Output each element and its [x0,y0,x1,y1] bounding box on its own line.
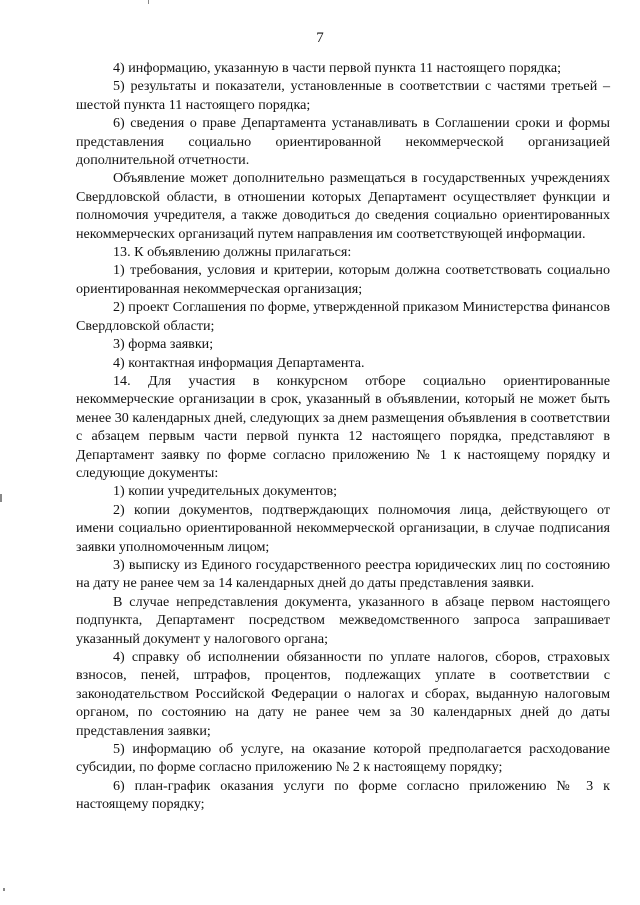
scan-mark [3,888,5,891]
paragraph: 1) требования, условия и критерии, которым должна соответствовать социально ориентированная некоммерческая организация; [76,262,610,297]
paragraph: Объявление может дополнительно размещаться в государственных учреждениях Свердловской области, в отношении которых Департамент осуществляет функции и полномочия учредителя, а также доводиться до сведения социально ориентированных некоммерческих организаций путем направления им соответствующей информации. [76,170,610,242]
paragraph: 14. Для участия в конкурсном отборе социально ориентированные некоммерческие организации в срок, указанный в объявлении, который не может быть менее 30 календарных дней, следующих за днем размещения объявления в соответствии с абзацем первым части первой пункта 12 настоящего порядка, представляют в Департамент заявку по форме согласно приложению № 1 к настоящему порядку и следующие документы: [76,372,610,481]
paragraph: 6) сведения о праве Департамента устанавливать в Соглашении сроки и формы представления социально ориентированной некоммерческой организацией дополнительной отчетности. [76,115,610,169]
paragraph: 13. К объявлению должны прилагаться: [113,244,352,261]
paragraph: 3) выписку из Единого государственного реестра юридических лиц по состоянию на дату не ранее чем за 14 календарных дней до даты представления заявки. [76,556,610,592]
paragraph: 4) информацию, указанную в части первой пункта 11 настоящего порядка; [113,60,562,76]
scan-mark [0,494,2,502]
paragraph: В случае непредставления документа, указанного в абзаце первом настоящего подпункта, Департамент посредством межведомственного запроса запрашивает указанный документ у налогового органа; [76,593,610,647]
paragraph: 5) информацию об услуге, на оказание которой предполагается расходование субсидии, по форме согласно приложению № 2 к настоящему порядку; [76,741,610,776]
paragraph: 4) контактная информация Департамента. [113,354,365,371]
paragraph: 6) план-график оказания услуги по форме согласно приложению № 3 к настоящему порядку; [76,777,610,813]
paragraph: 1) копии учредительных документов; [113,483,338,500]
paragraph: 2) проект Соглашения по форме, утвержденной приказом Министерства финансов Свердловской области; [76,299,610,334]
scan-mark [148,0,149,4]
paragraph: 4) справку об исполнении обязанности по уплате налогов, сборов, страховых взносов, пеней, штрафов, процентов, подлежащих уплате в соответствии с законодательством Российской Федерации о налогах и сборах, выданную налоговым органом, по состоянию на дату не ранее чем за 30 календарных дней до даты представления заявки; [76,649,610,739]
paragraph: 5) результаты и показатели, установленные в соответствии с частями третьей – шестой пункта 11 настоящего порядка; [76,78,610,113]
paragraph: 3) форма заявки; [113,336,214,353]
page-number: 7 [316,30,324,46]
paragraph: 2) копии документов, подтверждающих полномочия лица, действующего от имени социально ориентированной некоммерческой организации, в случае подписания заявки уполномоченным лицом; [76,501,610,555]
document-body [76,59,610,814]
